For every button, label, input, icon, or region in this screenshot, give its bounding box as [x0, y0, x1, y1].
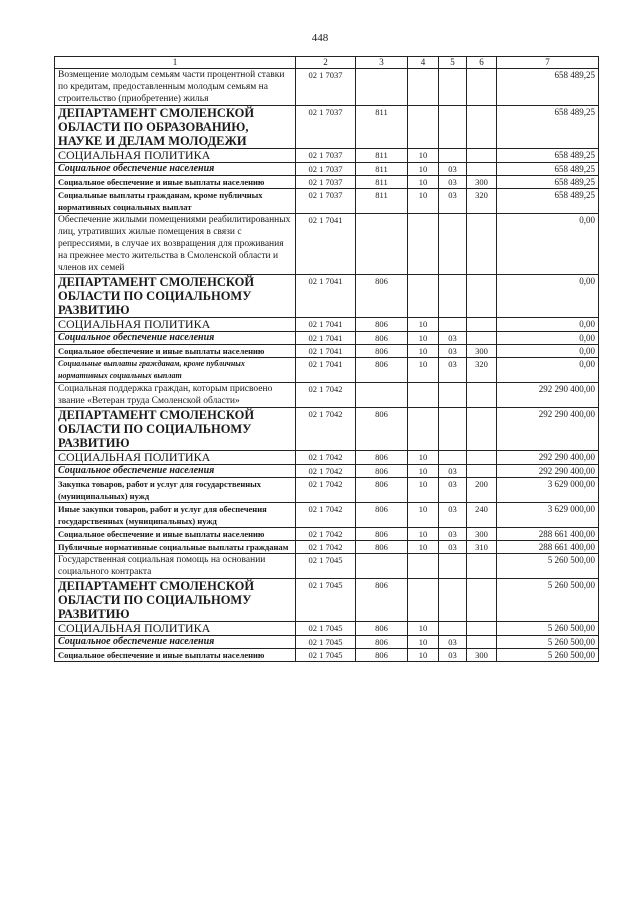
amount-cell: 0,00 — [497, 345, 599, 358]
amount-cell: 658 489,25 — [497, 176, 599, 189]
table-row — [55, 528, 599, 541]
target-code-cell: 02 1 7041 — [296, 214, 356, 275]
column-header: 6 — [467, 57, 497, 69]
column-header: 2 — [296, 57, 356, 69]
department-code-cell: 806 — [356, 503, 408, 528]
table-row — [55, 345, 599, 358]
section-code-cell: 10 — [408, 149, 439, 163]
department-code-cell — [356, 383, 408, 408]
department-code-cell: 806 — [356, 579, 408, 622]
amount-cell: 658 489,25 — [497, 149, 599, 163]
section-code-cell: 10 — [408, 465, 439, 478]
table-row — [55, 579, 599, 622]
target-code-cell: 02 1 7042 — [296, 503, 356, 528]
subsection-code-cell: 03 — [439, 163, 467, 176]
expense-type-cell: 200 — [467, 478, 497, 503]
row-name-cell: ДЕПАРТАМЕНТ СМОЛЕНСКОЙ ОБЛАСТИ ПО СОЦИАЛЬНОМУ РАЗВИТИЮ — [55, 275, 296, 318]
column-header: 3 — [356, 57, 408, 69]
target-code-cell: 02 1 7042 — [296, 528, 356, 541]
subsection-code-cell: 03 — [439, 345, 467, 358]
expense-type-cell — [467, 332, 497, 345]
target-code-cell: 02 1 7042 — [296, 465, 356, 478]
department-code-cell: 806 — [356, 541, 408, 554]
table-body — [55, 69, 599, 662]
expense-type-cell — [467, 275, 497, 318]
department-code-cell: 811 — [356, 189, 408, 214]
department-code-cell: 811 — [356, 106, 408, 149]
expense-type-cell — [467, 451, 497, 465]
expense-type-cell: 320 — [467, 189, 497, 214]
subsection-code-cell — [439, 622, 467, 636]
target-code-cell: 02 1 7045 — [296, 649, 356, 662]
amount-cell: 292 290 400,00 — [497, 408, 599, 451]
target-code-cell: 02 1 7037 — [296, 176, 356, 189]
budget-table — [54, 56, 599, 662]
row-name-cell: Социальная поддержка граждан, которым присвоено звание «Ветеран труда Смоленской области» — [55, 383, 296, 408]
target-code-cell: 02 1 7042 — [296, 478, 356, 503]
amount-cell: 0,00 — [497, 332, 599, 345]
table-row — [55, 163, 599, 176]
table-row — [55, 189, 599, 214]
section-code-cell: 10 — [408, 332, 439, 345]
section-code-cell: 10 — [408, 528, 439, 541]
amount-cell: 0,00 — [497, 358, 599, 383]
row-name-cell: Социальное обеспечение населения — [55, 465, 296, 478]
expense-type-cell — [467, 214, 497, 275]
table-row — [55, 622, 599, 636]
column-header: 1 — [55, 57, 296, 69]
amount-cell: 292 290 400,00 — [497, 451, 599, 465]
table-row — [55, 636, 599, 649]
amount-cell: 5 260 500,00 — [497, 622, 599, 636]
table-row — [55, 465, 599, 478]
column-header: 5 — [439, 57, 467, 69]
row-name-cell: ДЕПАРТАМЕНТ СМОЛЕНСКОЙ ОБЛАСТИ ПО ОБРАЗОВАНИЮ, НАУКЕ И ДЕЛАМ МОЛОДЕЖИ — [55, 106, 296, 149]
subsection-code-cell — [439, 579, 467, 622]
row-name-cell: СОЦИАЛЬНАЯ ПОЛИТИКА — [55, 622, 296, 636]
target-code-cell: 02 1 7045 — [296, 554, 356, 579]
amount-cell: 5 260 500,00 — [497, 554, 599, 579]
table-row — [55, 408, 599, 451]
department-code-cell: 806 — [356, 636, 408, 649]
department-code-cell: 811 — [356, 176, 408, 189]
amount-cell: 288 661 400,00 — [497, 541, 599, 554]
amount-cell: 292 290 400,00 — [497, 383, 599, 408]
table-row — [55, 106, 599, 149]
target-code-cell: 02 1 7037 — [296, 149, 356, 163]
subsection-code-cell: 03 — [439, 358, 467, 383]
target-code-cell: 02 1 7042 — [296, 451, 356, 465]
section-code-cell: 10 — [408, 358, 439, 383]
expense-type-cell — [467, 163, 497, 176]
expense-type-cell — [467, 622, 497, 636]
amount-cell: 0,00 — [497, 318, 599, 332]
amount-cell: 0,00 — [497, 275, 599, 318]
department-code-cell: 811 — [356, 149, 408, 163]
department-code-cell — [356, 214, 408, 275]
expense-type-cell: 300 — [467, 176, 497, 189]
expense-type-cell: 300 — [467, 528, 497, 541]
section-code-cell: 10 — [408, 318, 439, 332]
amount-cell: 0,00 — [497, 214, 599, 275]
row-name-cell: Государственная социальная помощь на основании социального контракта — [55, 554, 296, 579]
subsection-code-cell — [439, 69, 467, 106]
row-name-cell: Обеспечение жилыми помещениями реабилитированных лиц, утративших жилые помещения в связи с репрессиями, в случае их возвращения для проживания на прежнее место жительства в Смоленской области и членов их семей — [55, 214, 296, 275]
target-code-cell: 02 1 7037 — [296, 69, 356, 106]
target-code-cell: 02 1 7041 — [296, 332, 356, 345]
section-code-cell: 10 — [408, 541, 439, 554]
table-row — [55, 358, 599, 383]
subsection-code-cell — [439, 275, 467, 318]
department-code-cell: 811 — [356, 163, 408, 176]
section-code-cell — [408, 69, 439, 106]
table-row — [55, 478, 599, 503]
department-code-cell: 806 — [356, 528, 408, 541]
amount-cell: 658 489,25 — [497, 163, 599, 176]
row-name-cell: ДЕПАРТАМЕНТ СМОЛЕНСКОЙ ОБЛАСТИ ПО СОЦИАЛЬНОМУ РАЗВИТИЮ — [55, 408, 296, 451]
row-name-cell: Социальное обеспечение и иные выплаты населению — [55, 345, 296, 358]
target-code-cell: 02 1 7037 — [296, 189, 356, 214]
subsection-code-cell: 03 — [439, 478, 467, 503]
column-header: 4 — [408, 57, 439, 69]
section-code-cell — [408, 214, 439, 275]
table-row — [55, 214, 599, 275]
amount-cell: 3 629 000,00 — [497, 503, 599, 528]
table-row — [55, 149, 599, 163]
target-code-cell: 02 1 7045 — [296, 636, 356, 649]
row-name-cell: Социальные выплаты гражданам, кроме публичных нормативных социальных выплат — [55, 358, 296, 383]
target-code-cell: 02 1 7041 — [296, 318, 356, 332]
department-code-cell: 806 — [356, 451, 408, 465]
subsection-code-cell — [439, 106, 467, 149]
table-row — [55, 176, 599, 189]
section-code-cell — [408, 554, 439, 579]
amount-cell: 288 661 400,00 — [497, 528, 599, 541]
row-name-cell: Социальное обеспечение и иные выплаты населению — [55, 528, 296, 541]
amount-cell: 658 489,25 — [497, 189, 599, 214]
expense-type-cell — [467, 106, 497, 149]
department-code-cell — [356, 554, 408, 579]
target-code-cell: 02 1 7042 — [296, 383, 356, 408]
target-code-cell: 02 1 7041 — [296, 358, 356, 383]
department-code-cell: 806 — [356, 275, 408, 318]
expense-type-cell — [467, 318, 497, 332]
section-code-cell: 10 — [408, 503, 439, 528]
table-row — [55, 554, 599, 579]
department-code-cell: 806 — [356, 649, 408, 662]
target-code-cell: 02 1 7045 — [296, 622, 356, 636]
amount-cell: 292 290 400,00 — [497, 465, 599, 478]
row-name-cell: Социальные выплаты гражданам, кроме публичных нормативных социальных выплат — [55, 189, 296, 214]
department-code-cell: 806 — [356, 465, 408, 478]
subsection-code-cell — [439, 149, 467, 163]
subsection-code-cell — [439, 451, 467, 465]
expense-type-cell: 240 — [467, 503, 497, 528]
subsection-code-cell: 03 — [439, 503, 467, 528]
expense-type-cell: 300 — [467, 649, 497, 662]
section-code-cell — [408, 579, 439, 622]
section-code-cell: 10 — [408, 451, 439, 465]
table-row — [55, 332, 599, 345]
target-code-cell: 02 1 7037 — [296, 106, 356, 149]
table-row — [55, 451, 599, 465]
amount-cell: 5 260 500,00 — [497, 579, 599, 622]
row-name-cell: Закупка товаров, работ и услуг для государственных (муниципальных) нужд — [55, 478, 296, 503]
section-code-cell: 10 — [408, 163, 439, 176]
table-row — [55, 541, 599, 554]
expense-type-cell: 320 — [467, 358, 497, 383]
expense-type-cell — [467, 579, 497, 622]
section-code-cell: 10 — [408, 345, 439, 358]
expense-type-cell — [467, 69, 497, 106]
expense-type-cell — [467, 383, 497, 408]
section-code-cell — [408, 275, 439, 318]
table-row — [55, 383, 599, 408]
expense-type-cell — [467, 408, 497, 451]
subsection-code-cell: 03 — [439, 465, 467, 478]
expense-type-cell — [467, 465, 497, 478]
expense-type-cell: 310 — [467, 541, 497, 554]
subsection-code-cell: 03 — [439, 176, 467, 189]
table-row — [55, 318, 599, 332]
subsection-code-cell: 03 — [439, 528, 467, 541]
row-name-cell: Социальное обеспечение населения — [55, 163, 296, 176]
department-code-cell: 806 — [356, 408, 408, 451]
section-code-cell: 10 — [408, 478, 439, 503]
subsection-code-cell: 03 — [439, 332, 467, 345]
expense-type-cell: 300 — [467, 345, 497, 358]
section-code-cell: 10 — [408, 636, 439, 649]
subsection-code-cell: 03 — [439, 541, 467, 554]
target-code-cell: 02 1 7041 — [296, 275, 356, 318]
section-code-cell: 10 — [408, 649, 439, 662]
target-code-cell: 02 1 7045 — [296, 579, 356, 622]
row-name-cell: СОЦИАЛЬНАЯ ПОЛИТИКА — [55, 451, 296, 465]
table-row — [55, 69, 599, 106]
expense-type-cell — [467, 149, 497, 163]
row-name-cell: СОЦИАЛЬНАЯ ПОЛИТИКА — [55, 149, 296, 163]
department-code-cell: 806 — [356, 318, 408, 332]
row-name-cell: Социальное обеспечение и иные выплаты населению — [55, 649, 296, 662]
row-name-cell: Публичные нормативные социальные выплаты гражданам — [55, 541, 296, 554]
subsection-code-cell — [439, 554, 467, 579]
target-code-cell: 02 1 7037 — [296, 163, 356, 176]
department-code-cell: 806 — [356, 622, 408, 636]
section-code-cell: 10 — [408, 176, 439, 189]
amount-cell: 658 489,25 — [497, 106, 599, 149]
page-number: 448 — [311, 32, 329, 44]
row-name-cell: Социальное обеспечение и иные выплаты населению — [55, 176, 296, 189]
row-name-cell: Социальное обеспечение населения — [55, 332, 296, 345]
row-name-cell: ДЕПАРТАМЕНТ СМОЛЕНСКОЙ ОБЛАСТИ ПО СОЦИАЛЬНОМУ РАЗВИТИЮ — [55, 579, 296, 622]
amount-cell: 5 260 500,00 — [497, 636, 599, 649]
table-row — [55, 503, 599, 528]
expense-type-cell — [467, 554, 497, 579]
amount-cell: 5 260 500,00 — [497, 649, 599, 662]
target-code-cell: 02 1 7042 — [296, 541, 356, 554]
target-code-cell: 02 1 7041 — [296, 345, 356, 358]
table-row — [55, 275, 599, 318]
subsection-code-cell — [439, 214, 467, 275]
subsection-code-cell: 03 — [439, 636, 467, 649]
row-name-cell: Возмещение молодым семьям части процентной ставки по кредитам, предоставленным молодым семьям на строительство (приобретение) жилья — [55, 69, 296, 106]
section-code-cell — [408, 106, 439, 149]
expense-type-cell — [467, 636, 497, 649]
section-code-cell: 10 — [408, 189, 439, 214]
target-code-cell: 02 1 7042 — [296, 408, 356, 451]
table-row — [55, 649, 599, 662]
department-code-cell: 806 — [356, 358, 408, 383]
amount-cell: 658 489,25 — [497, 69, 599, 106]
subsection-code-cell: 03 — [439, 649, 467, 662]
column-header: 7 — [497, 57, 599, 69]
subsection-code-cell — [439, 408, 467, 451]
department-code-cell: 806 — [356, 332, 408, 345]
header-row — [55, 57, 599, 69]
section-code-cell — [408, 408, 439, 451]
row-name-cell: Иные закупки товаров, работ и услуг для обеспечения государственных (муниципальных) нужд — [55, 503, 296, 528]
subsection-code-cell — [439, 383, 467, 408]
row-name-cell: СОЦИАЛЬНАЯ ПОЛИТИКА — [55, 318, 296, 332]
section-code-cell — [408, 383, 439, 408]
department-code-cell: 806 — [356, 345, 408, 358]
section-code-cell: 10 — [408, 622, 439, 636]
department-code-cell: 806 — [356, 478, 408, 503]
subsection-code-cell: 03 — [439, 189, 467, 214]
amount-cell: 3 629 000,00 — [497, 478, 599, 503]
row-name-cell: Социальное обеспечение населения — [55, 636, 296, 649]
department-code-cell — [356, 69, 408, 106]
subsection-code-cell — [439, 318, 467, 332]
